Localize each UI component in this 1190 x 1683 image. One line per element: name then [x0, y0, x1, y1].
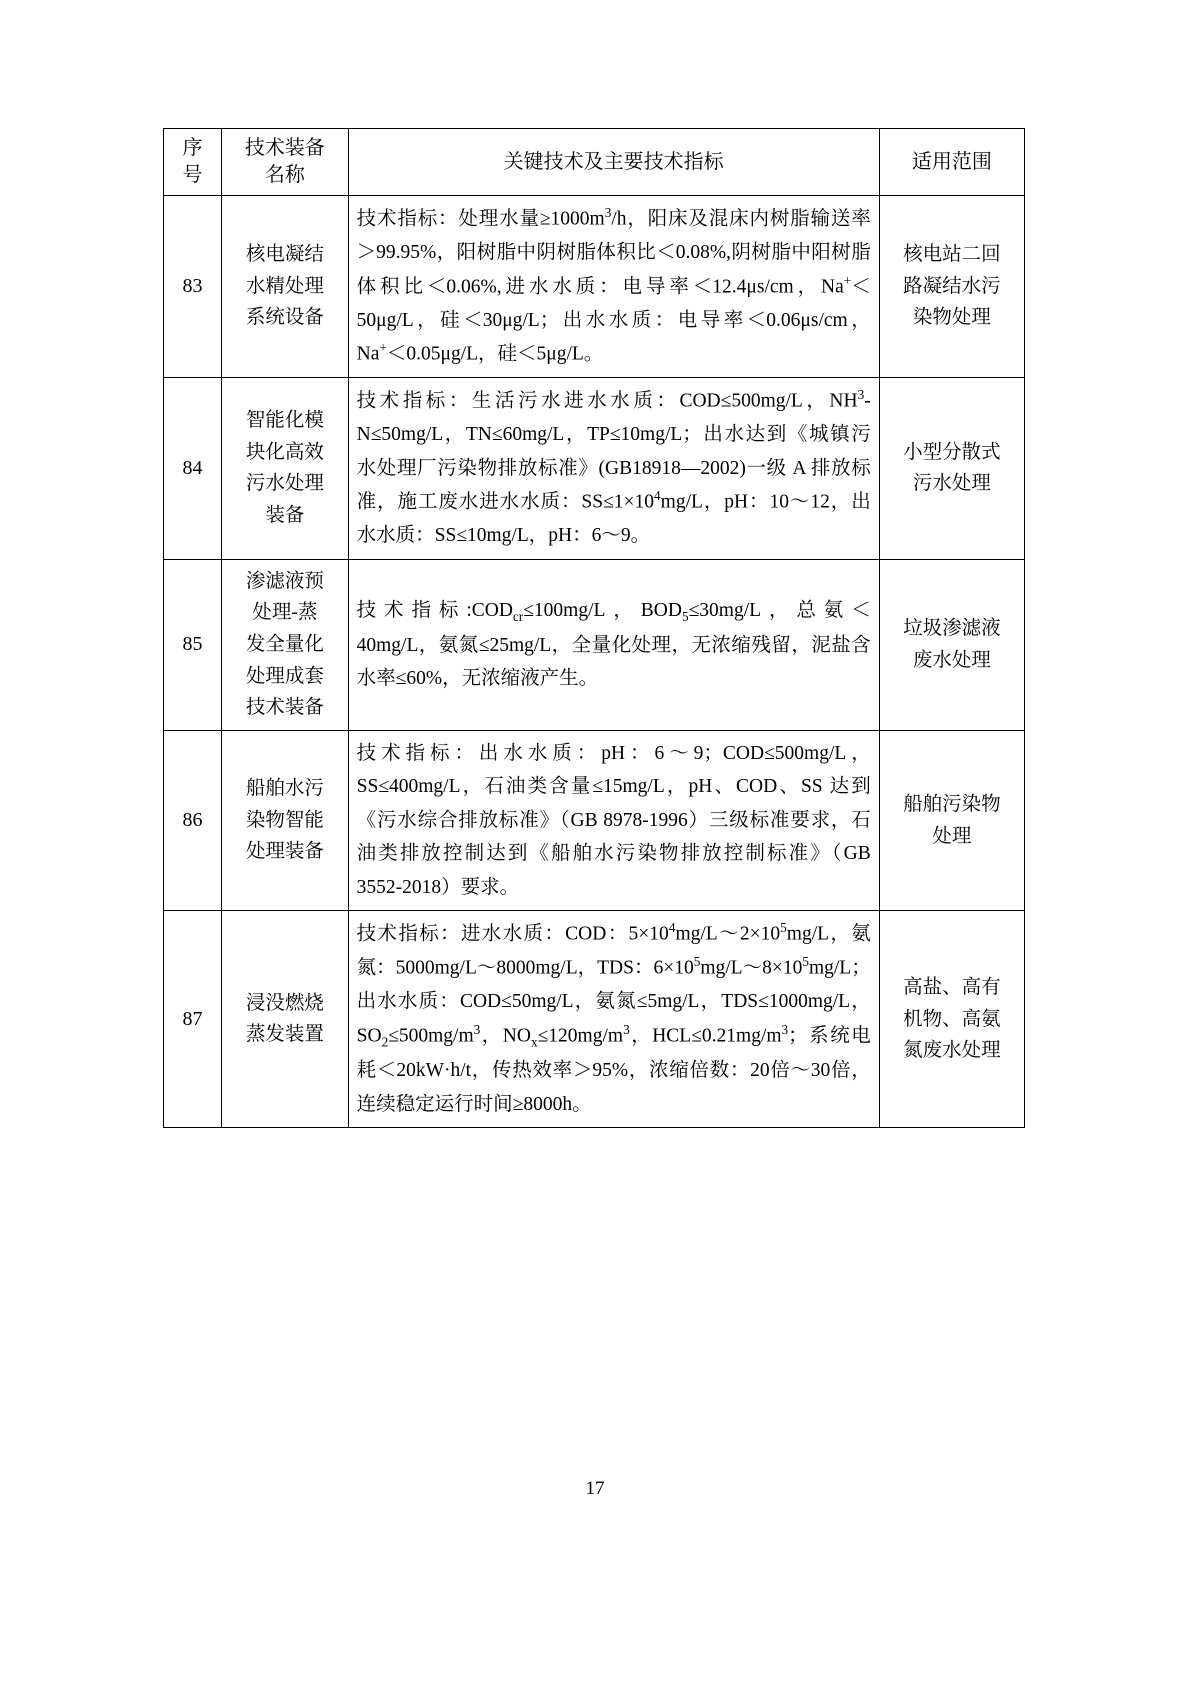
- table-header: [164, 129, 1025, 196]
- table-row: [164, 911, 1025, 1128]
- column-header-number-line1: 序: [182, 137, 203, 159]
- row-equipment-name: 智能化模 块化高效 污水处理 装备: [222, 378, 349, 560]
- row-number: 86: [164, 730, 222, 911]
- technology-equipment-table: [163, 128, 1025, 1128]
- row-key-tech: 技术指标$:COD_{cr}\le 100mg/L$，$BOD_5\le 30mg/L$，总氨＜40mg/L，氨氮≤25mg/L，全量化处理，无浓缩残留，泥盐含水率≤60%，无浓缩液产生。: [348, 559, 879, 730]
- row-scope: 小型分散式 污水处理: [879, 378, 1024, 560]
- table-row: [164, 559, 1025, 730]
- table-row: [164, 378, 1025, 560]
- page-number: 17: [585, 1478, 605, 1499]
- row-key-tech: 技术指标：进水水质：COD：$5\times 10^4mg/L\sim 2\times 10^5mg/L$，氨氮：5000mg/L～8000mg/L，TDS：$6\times 10^5mg/L\sim 8\times 10^5mg/L$；出水水质：COD≤50mg/L，氨氮≤5mg/L，TDS≤1000mg/L，$SO_2\le 500mg/m^3$，$NO_x\le 120mg/m^3$，$HCL\le 0.21mg/m^3$；系统电耗＜20kW·h/t，传热效率＞95%，浓缩倍数：20倍～30倍，连续稳定运行时间≥8000h。: [348, 911, 879, 1128]
- column-header-name-line2: 名称: [264, 164, 305, 186]
- row-equipment-name: 浸没燃烧 蒸发装置: [222, 911, 349, 1128]
- row-equipment-name: 渗滤液预 处理-蒸 发全量化 处理成套 技术装备: [222, 559, 349, 730]
- table-body: [164, 196, 1025, 1128]
- column-header-name: [222, 129, 349, 196]
- table-row: [164, 730, 1025, 911]
- row-equipment-name: 核电凝结 水精处理 系统设备: [222, 196, 349, 378]
- row-scope: 船舶污染物 处理: [879, 730, 1024, 911]
- row-scope: 垃圾渗滤液 废水处理: [879, 559, 1024, 730]
- column-header-scope: 适用范围: [879, 129, 1024, 196]
- row-key-tech: 技术指标：生活污水进水水质：COD≤500mg/L，$NH^3-N\le 50mg/L$，TN≤60mg/L，TP≤10mg/L；出水达到《城镇污水处理厂污染物排放标准》(GB18918—2002)一级 A 排放标准，施工废水进水水质：$SS\le 1\times 10^4mg/L$，pH：10～12，出水水质：SS≤10mg/L，pH：6～9。: [348, 378, 879, 560]
- row-number: 84: [164, 378, 222, 560]
- row-number: 83: [164, 196, 222, 378]
- row-key-tech: 技术指标：处理水量$\ge 1000m^3/h$，阳床及混床内树脂输送率＞99.95%，阳树脂中阴树脂体积比＜0.08%,阴树脂中阳树脂体积比＜0.06%,进水水质：电导率＜12.4μs/cm，Na+＜50μg/L，硅＜30μg/L；出水水质：电导率＜0.06μs/cm，Na+＜0.05μg/L，硅＜5μg/L。: [348, 196, 879, 378]
- row-number: 87: [164, 911, 222, 1128]
- table-row: [164, 196, 1025, 378]
- row-scope: 高盐、高有 机物、高氨 氮废水处理: [879, 911, 1024, 1128]
- table-header-row: [164, 129, 1025, 196]
- column-header-key-tech: 关键技术及主要技术指标: [348, 129, 879, 196]
- column-header-number: [164, 129, 222, 196]
- row-key-tech: 技术指标：出水水质：pH：6～9；COD≤500mg/L，SS≤400mg/L，石油类含量≤15mg/L，pH、COD、SS 达到《污水综合排放标准》（GB 8978-1996）三级标准要求，石油类排放控制达到《船舶水污染物排放控制标准》（GB 3552-2018）要求。: [348, 730, 879, 911]
- column-header-name-line1: 技术装备: [244, 137, 325, 159]
- row-equipment-name: 船舶水污 染物智能 处理装备: [222, 730, 349, 911]
- row-scope: 核电站二回 路凝结水污 染物处理: [879, 196, 1024, 378]
- row-number: 85: [164, 559, 222, 730]
- column-header-number-line2: 号: [182, 164, 203, 186]
